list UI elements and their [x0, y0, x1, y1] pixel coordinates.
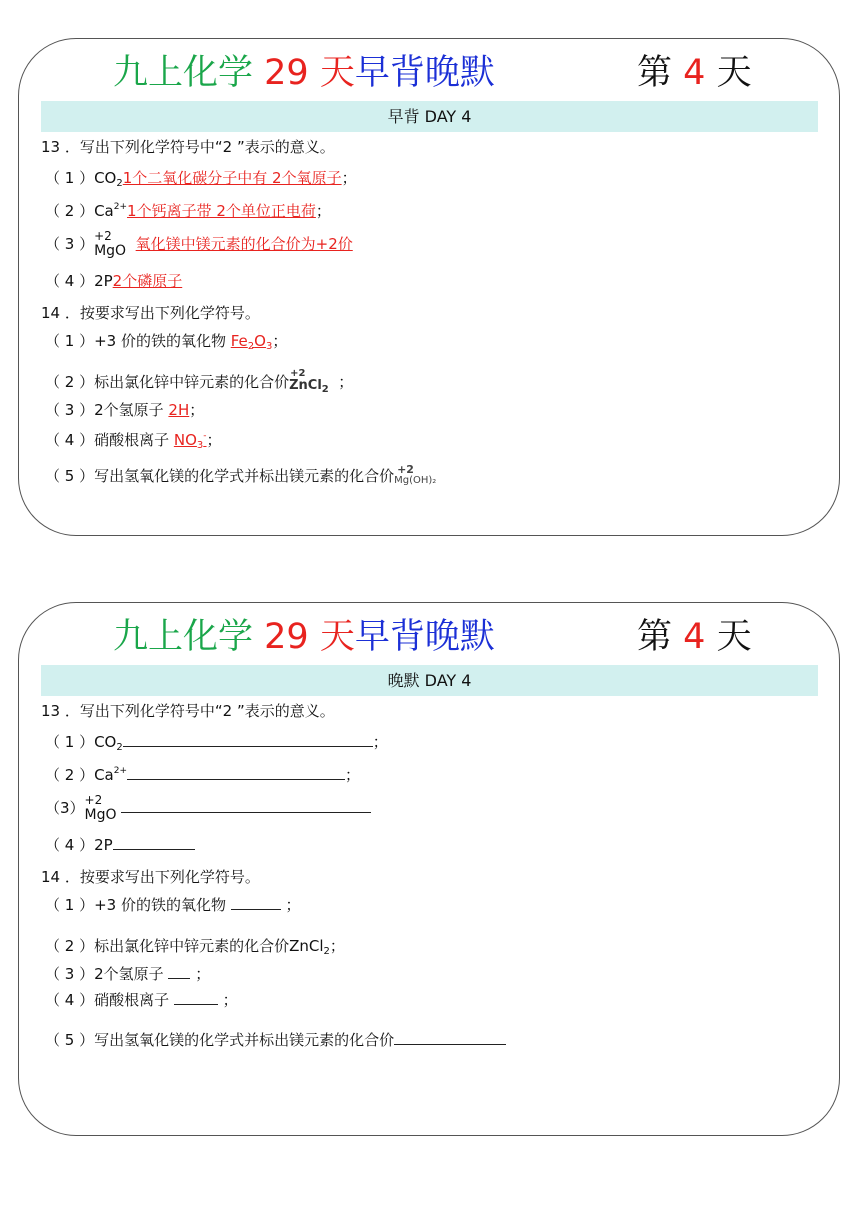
question-13-title: 13 ．写出下列化学符号中“2 ”表示的意义。: [41, 702, 335, 720]
answer-blank[interactable]: [127, 765, 345, 780]
valence-formula: +2 MgO: [94, 229, 127, 259]
section-band: 晚默 DAY 4: [41, 665, 818, 696]
q14-item-5: （ 5 ）写出氢氧化镁的化学式并标出镁元素的化合价: [45, 1030, 506, 1050]
q13-item-3: （ 3 ） +2 MgO 氧化镁中镁元素的化合价为+2价: [45, 229, 353, 259]
q13-item-3: （3） +2 MgO: [45, 798, 371, 823]
answer-blank[interactable]: [121, 802, 371, 813]
answer: 2个磷原子: [112, 272, 183, 290]
q13-item-1: （ 1 ）$CO_2$ ；: [45, 733, 388, 753]
valence-formula: +2 MgO: [84, 793, 117, 823]
q14-item-1: （ 1 ）+3 价的铁的氧化物 $Fe_2O_3$；: [45, 332, 288, 352]
q14-item-3: （ 3 ）2个氢原子 ；: [45, 965, 211, 983]
card-title: 九上化学 29 天早背晚默: [113, 53, 495, 93]
zncl2-formula-image: +2 ZnCl$_2$: [289, 368, 329, 395]
answer-blank[interactable]: [168, 964, 190, 979]
q14-item-5: （ 5 ）写出氢氧化镁的化学式并标出镁元素的化合价 +2 Mg(OH)₂: [45, 466, 436, 491]
q14-item-3: （ 3 ）2个氢原子 2H；: [45, 401, 205, 419]
day-number: 第 4 天: [637, 617, 752, 657]
q13-item-1: （ 1 ）$CO_21$个二氧化碳分子中有 2个氧原子；: [45, 169, 357, 189]
section-band: 早背 DAY 4: [41, 101, 818, 132]
answer-blank[interactable]: [123, 732, 373, 747]
answer-blank[interactable]: [113, 835, 195, 850]
mgoh2-formula-image: +2 Mg(OH)₂: [394, 463, 437, 486]
answer-blank[interactable]: [231, 895, 281, 910]
q13-item-2: （ 2 ）$Ca^{2+}1$个钙离子带 2个单位正电荷；: [45, 202, 331, 220]
q14-item-2: （ 2 ）标出氯化锌中锌元素的化合价ZnCl$_2$；: [45, 937, 345, 957]
question-14-title: 14 ．按要求写出下列化学符号。: [41, 304, 260, 322]
answer: $NO_3^-$: [173, 431, 207, 451]
question-13-title: 13 ．写出下列化学符号中“2 ”表示的意义。: [41, 138, 335, 156]
answer: 氧化镁中镁元素的化合价为+2价: [135, 235, 353, 253]
question-14-title: 14 ．按要求写出下列化学符号。: [41, 868, 260, 886]
q13-item-4: （ 4 ）2P: [45, 835, 195, 855]
day-number: 第 4 天: [637, 53, 752, 93]
q14-item-4: （ 4 ）硝酸根离子 ；: [45, 991, 238, 1009]
answer: 1个钙离子带 2个单位正电荷: [127, 202, 316, 220]
answer: 2H: [168, 401, 190, 419]
q14-item-2: （ 2 ）标出氯化锌中锌元素的化合价 +2 ZnCl$_2$ ；: [45, 372, 353, 400]
q14-item-1: （ 1 ）+3 价的铁的氧化物 ；: [45, 896, 301, 914]
morning-card: [18, 38, 840, 536]
answer: 1个二氧化碳分子中有 2个氧原子: [122, 169, 342, 187]
q14-item-4: （ 4 ）硝酸根离子 $NO_3^-$；: [45, 431, 222, 451]
q13-item-4: （ 4 ）2P2个磷原子: [45, 272, 183, 290]
answer-blank[interactable]: [174, 990, 218, 1005]
answer-blank[interactable]: [394, 1030, 506, 1045]
q13-item-2: （ 2 ）$Ca^{2+}$ ；: [45, 766, 361, 784]
card-title: 九上化学 29 天早背晚默: [113, 617, 495, 657]
answer: $Fe_2O_3$: [230, 332, 273, 352]
evening-card: [18, 602, 840, 1136]
